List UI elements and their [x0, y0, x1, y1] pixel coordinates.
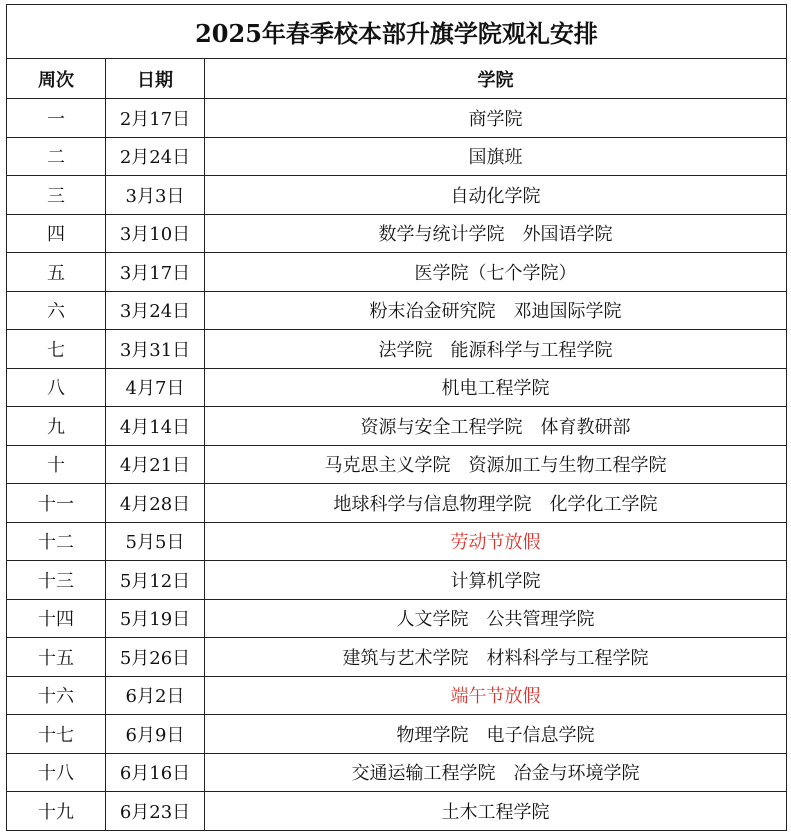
college-cell [205, 214, 787, 253]
week-cell: 十七 [7, 715, 106, 754]
table-row [7, 445, 787, 484]
week-cell: 五 [7, 253, 106, 292]
college-name: 材料科学与工程学院 [486, 647, 649, 669]
week-cell: 十五 [7, 638, 106, 677]
table-row [7, 599, 787, 638]
college-name: 地球科学与信息物理学院 [333, 493, 532, 515]
college-cell [205, 792, 787, 831]
college-cell [205, 407, 787, 446]
schedule-sheet [6, 4, 787, 831]
table-row [7, 561, 787, 600]
table-row [7, 638, 787, 677]
college-cell [205, 561, 787, 600]
college-name: 法学院 [378, 339, 433, 361]
date-cell: 5月12日 [106, 561, 205, 600]
week-cell: 一 [7, 99, 106, 138]
table-row [7, 715, 787, 754]
week-cell: 八 [7, 368, 106, 407]
table-row [7, 176, 787, 215]
college-name: 外国语学院 [522, 224, 613, 246]
college-name: 冶金与环境学院 [513, 763, 640, 785]
header-date: 日期 [106, 59, 205, 99]
college-cell [205, 445, 787, 484]
college-name: 国旗班 [468, 147, 523, 169]
table-row [7, 407, 787, 446]
college-cell [205, 176, 787, 215]
holiday-label: 劳动节放假 [450, 532, 541, 554]
week-cell: 九 [7, 407, 106, 446]
college-name: 土木工程学院 [441, 801, 550, 823]
header-week: 周次 [7, 59, 106, 99]
table-row [7, 368, 787, 407]
date-cell: 4月14日 [106, 407, 205, 446]
table-title: 2025年春季校本部升旗学院观礼安排 [7, 5, 787, 59]
college-name: 粉末冶金研究院 [369, 301, 496, 323]
college-name: 能源科学与工程学院 [450, 339, 613, 361]
week-cell: 十三 [7, 561, 106, 600]
table-row [7, 522, 787, 561]
date-cell: 2月24日 [106, 137, 205, 176]
date-cell: 3月10日 [106, 214, 205, 253]
holiday-cell [205, 676, 787, 715]
holiday-cell [205, 522, 787, 561]
schedule-table [6, 4, 787, 831]
college-name: 交通运输工程学院 [351, 763, 496, 785]
college-name: 公共管理学院 [486, 609, 595, 631]
date-cell: 5月19日 [106, 599, 205, 638]
date-cell: 5月5日 [106, 522, 205, 561]
college-name: 物理学院 [396, 724, 469, 746]
college-cell [205, 330, 787, 369]
college-cell [205, 484, 787, 523]
college-name: 人文学院 [396, 609, 469, 631]
date-cell: 6月9日 [106, 715, 205, 754]
week-cell: 六 [7, 291, 106, 330]
header-college: 学院 [205, 59, 787, 99]
college-name: 数学与统计学院 [378, 224, 505, 246]
header-row [7, 59, 787, 99]
table-row [7, 253, 787, 292]
date-cell: 6月2日 [106, 676, 205, 715]
college-cell [205, 599, 787, 638]
date-cell: 4月7日 [106, 368, 205, 407]
college-cell [205, 368, 787, 407]
college-cell [205, 291, 787, 330]
college-cell [205, 638, 787, 677]
table-row [7, 753, 787, 792]
college-name: 计算机学院 [450, 570, 541, 592]
table-row [7, 484, 787, 523]
table-row [7, 137, 787, 176]
college-name: 化学化工学院 [549, 493, 658, 515]
week-cell: 十九 [7, 792, 106, 831]
table-row [7, 792, 787, 831]
week-cell: 十 [7, 445, 106, 484]
college-cell [205, 137, 787, 176]
date-cell: 6月16日 [106, 753, 205, 792]
table-row [7, 99, 787, 138]
week-cell: 十六 [7, 676, 106, 715]
college-cell [205, 99, 787, 138]
table-row [7, 214, 787, 253]
week-cell: 十一 [7, 484, 106, 523]
date-cell: 3月3日 [106, 176, 205, 215]
college-name: 建筑与艺术学院 [342, 647, 469, 669]
college-cell [205, 753, 787, 792]
week-cell: 十四 [7, 599, 106, 638]
title-row [7, 5, 787, 59]
college-name: 商学院 [468, 108, 523, 130]
table-row [7, 291, 787, 330]
date-cell: 3月31日 [106, 330, 205, 369]
table-row [7, 330, 787, 369]
week-cell: 二 [7, 137, 106, 176]
college-cell [205, 715, 787, 754]
week-cell: 十二 [7, 522, 106, 561]
college-name: 邓迪国际学院 [513, 301, 622, 323]
college-name: 自动化学院 [450, 185, 541, 207]
date-cell: 4月28日 [106, 484, 205, 523]
college-cell [205, 253, 787, 292]
table-row [7, 676, 787, 715]
college-name: 马克思主义学院 [324, 455, 451, 477]
week-cell: 七 [7, 330, 106, 369]
college-name: 电子信息学院 [486, 724, 595, 746]
date-cell: 3月17日 [106, 253, 205, 292]
college-name: 资源加工与生物工程学院 [468, 455, 667, 477]
college-name: 体育教研部 [540, 416, 631, 438]
date-cell: 3月24日 [106, 291, 205, 330]
week-cell: 三 [7, 176, 106, 215]
college-name: 资源与安全工程学院 [360, 416, 523, 438]
date-cell: 2月17日 [106, 99, 205, 138]
date-cell: 5月26日 [106, 638, 205, 677]
schedule-body [7, 99, 787, 831]
week-cell: 十八 [7, 753, 106, 792]
week-cell: 四 [7, 214, 106, 253]
holiday-label: 端午节放假 [450, 686, 541, 708]
date-cell: 6月23日 [106, 792, 205, 831]
college-name: 医学院（七个学院） [414, 262, 577, 284]
date-cell: 4月21日 [106, 445, 205, 484]
college-name: 机电工程学院 [441, 378, 550, 400]
